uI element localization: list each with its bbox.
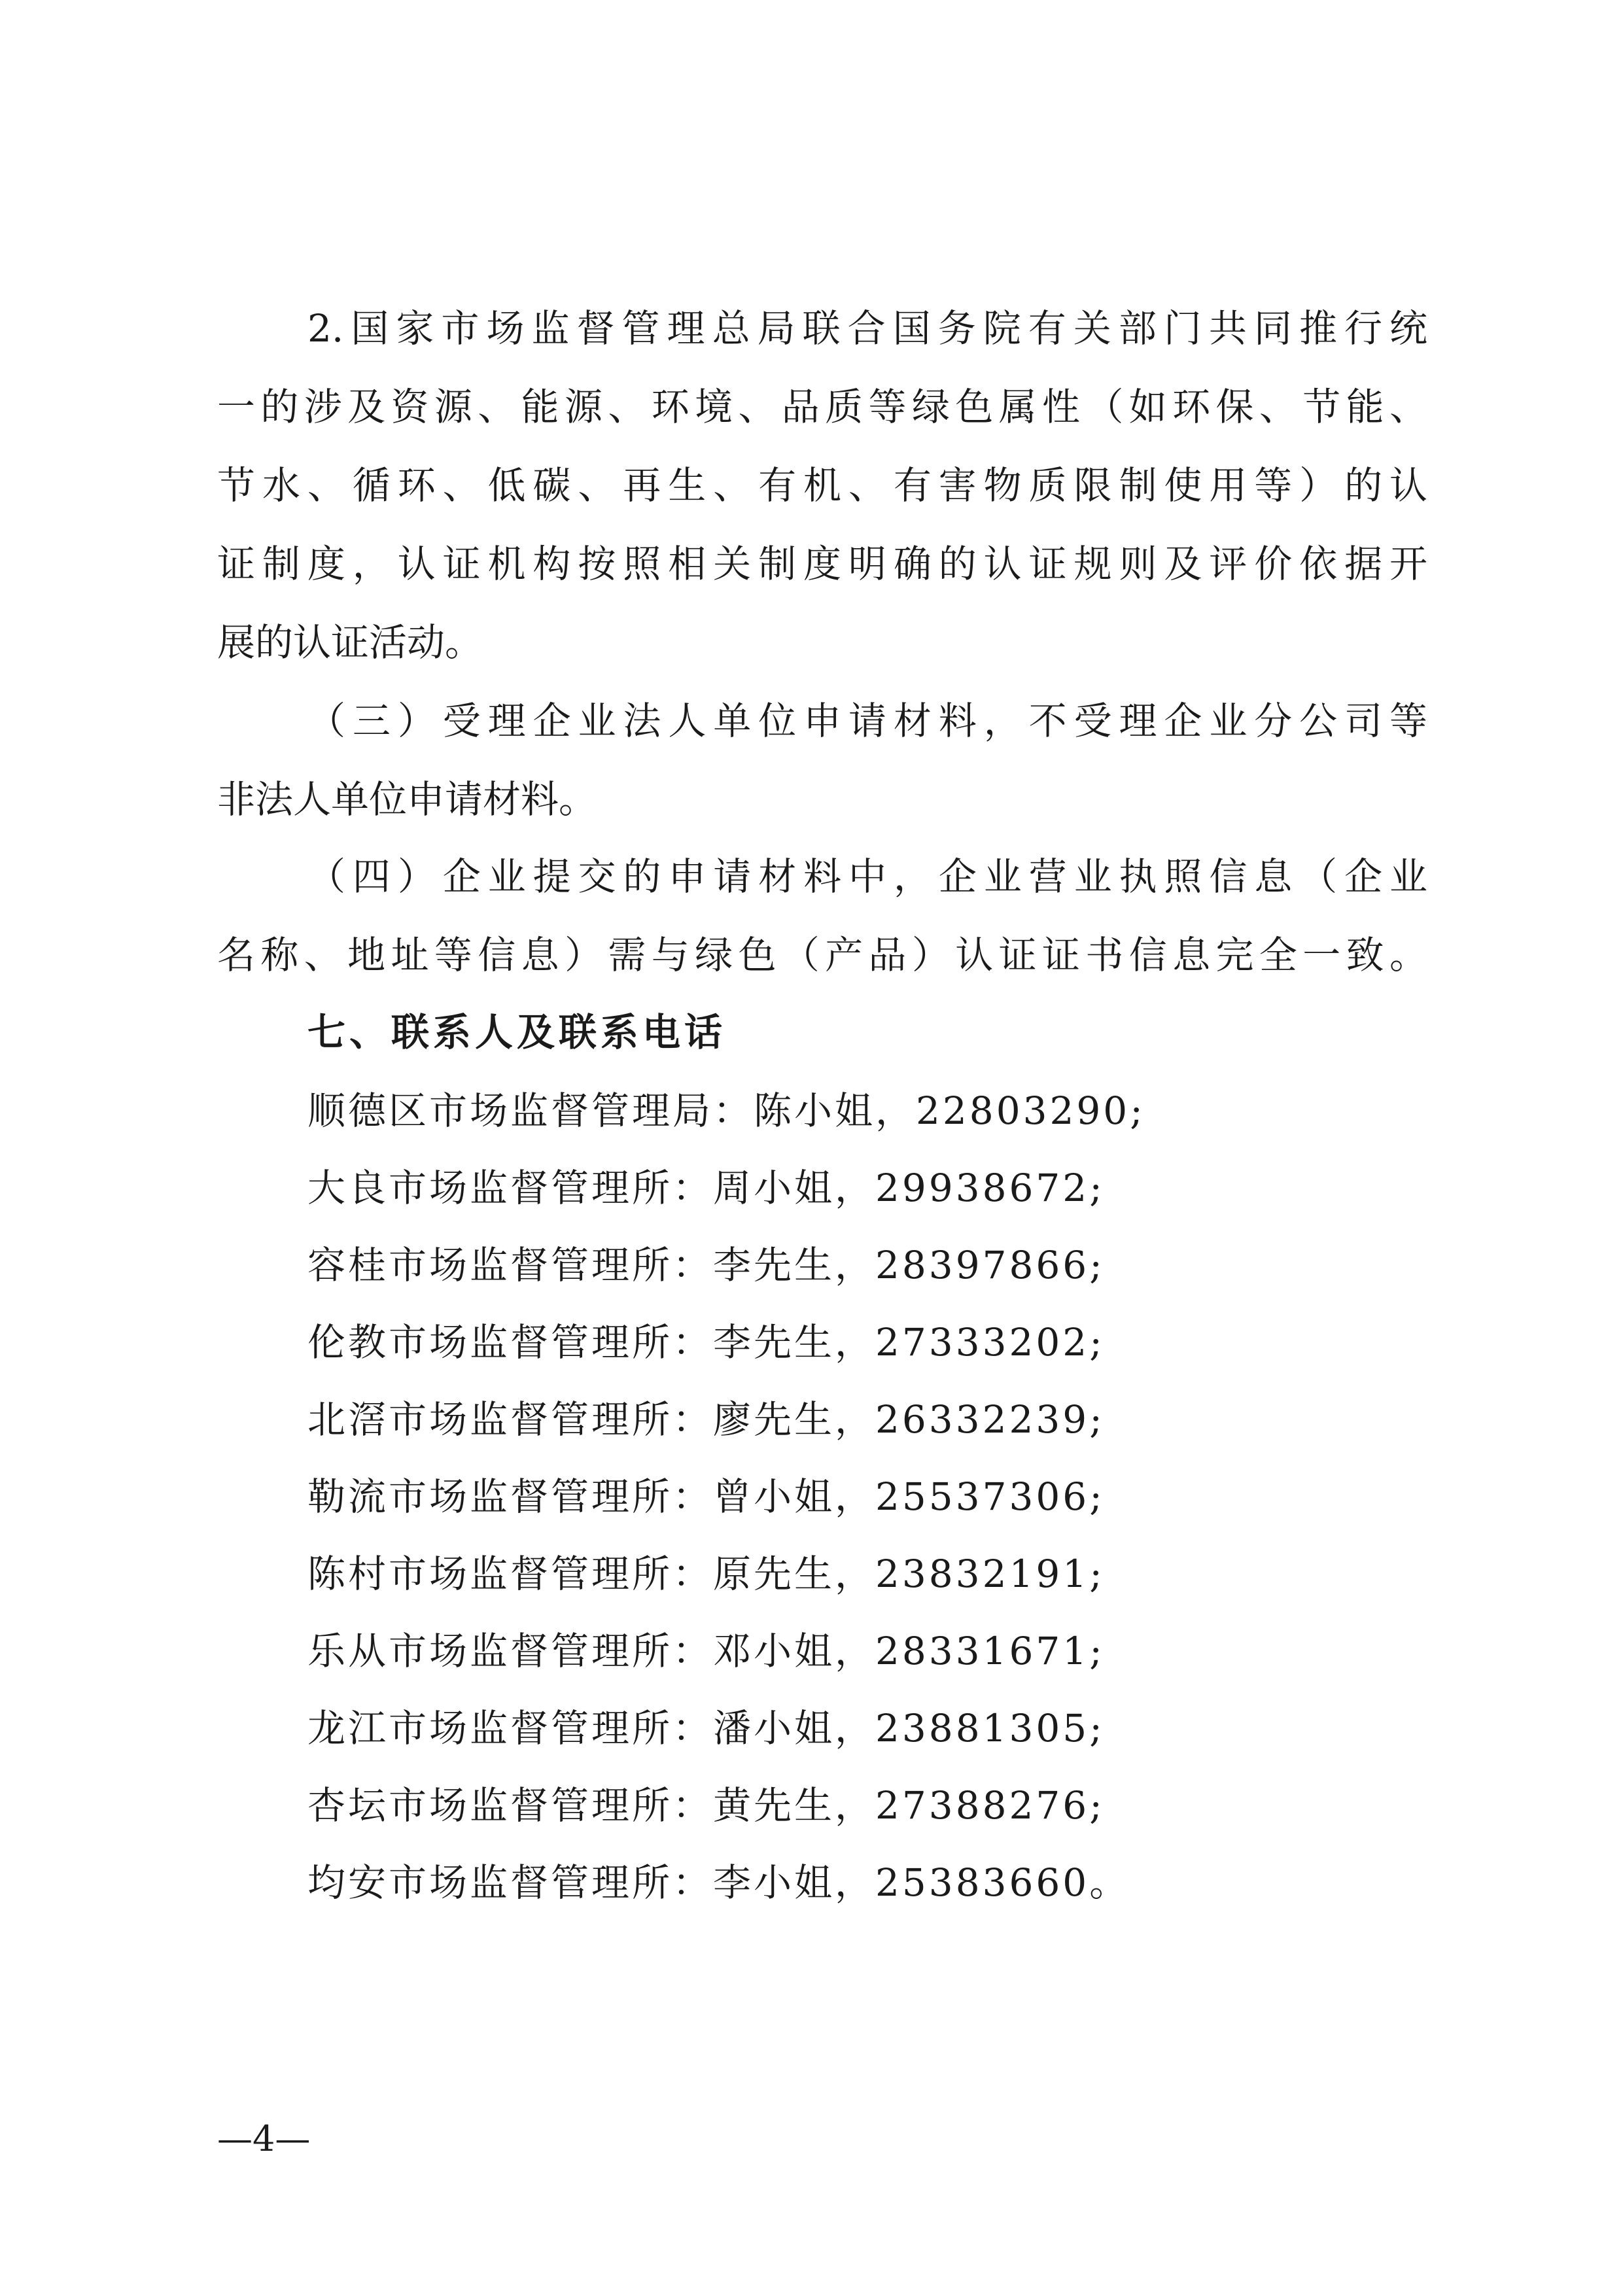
- contact-line: 均安市场监督管理所：李小姐，25383660。: [307, 1860, 1130, 1905]
- paragraph-2-line-1: 2.国家市场监督管理总局联合国务院有关部门共同推行统: [307, 306, 1427, 351]
- paragraph-2-line-2: 一的涉及资源、能源、环境、品质等绿色属性（如环保、节能、: [217, 385, 1427, 429]
- contact-line: 顺德区市场监督管理局：陈小姐，22803290;: [307, 1088, 1145, 1133]
- contact-line: 伦教市场监督管理所：李先生，27333202;: [307, 1320, 1105, 1365]
- paragraph-4-line-2: 名称、地址等信息）需与绿色（产品）认证证书信息完全一致。: [217, 933, 1427, 977]
- paragraph-2-line-3: 节水、循环、低碳、再生、有机、有害物质限制使用等）的认: [217, 463, 1427, 508]
- paragraph-2-line-5: 展的认证活动。: [217, 620, 483, 665]
- contact-line: 大良市场监督管理所：周小姐，29938672;: [307, 1166, 1105, 1210]
- section-7-heading: 七、联系人及联系电话: [307, 1010, 727, 1054]
- contact-line: 陈村市场监督管理所：原先生，23832191;: [307, 1552, 1105, 1596]
- contact-line: 北滘市场监督管理所：廖先生，26332239;: [307, 1397, 1105, 1442]
- contact-line: 杏坛市场监督管理所：黄先生，27388276;: [307, 1783, 1105, 1828]
- contact-line: 龙江市场监督管理所：潘小姐，23881305;: [307, 1706, 1105, 1750]
- paragraph-4-line-1: （四）企业提交的申请材料中，企业营业执照信息（企业: [307, 854, 1427, 899]
- paragraph-3-line-1: （三）受理企业法人单位申请材料，不受理企业分公司等: [307, 699, 1427, 743]
- paragraph-3-line-2: 非法人单位申请材料。: [217, 777, 597, 822]
- page-number: —4—: [217, 2118, 311, 2159]
- paragraph-2-line-4: 证制度，认证机构按照相关制度明确的认证规则及评价依据开: [217, 542, 1427, 586]
- contact-line: 乐从市场监督管理所：邓小姐，28331671;: [307, 1629, 1105, 1673]
- contact-line: 容桂市场监督管理所：李先生，28397866;: [307, 1243, 1105, 1287]
- contact-line: 勒流市场监督管理所：曾小姐，25537306;: [307, 1474, 1105, 1519]
